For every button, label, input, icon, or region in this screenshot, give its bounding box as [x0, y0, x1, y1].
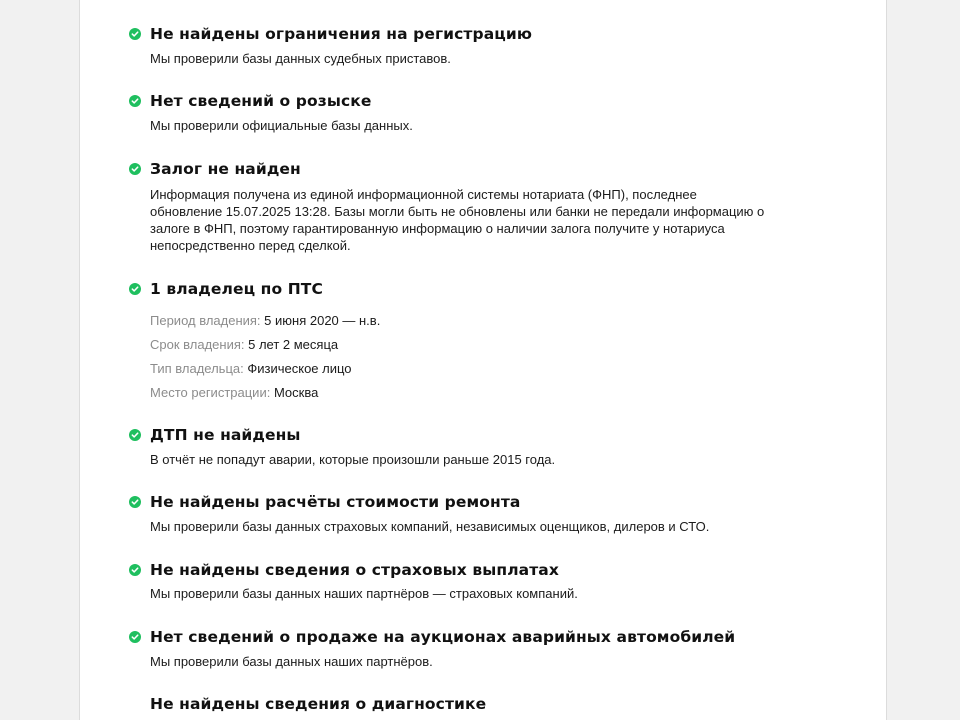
check-circle-icon	[129, 28, 141, 40]
section-title-row	[129, 558, 829, 582]
check-wanted	[129, 89, 829, 133]
check-insurance-payouts	[129, 558, 829, 601]
check-circle-icon	[129, 496, 141, 508]
section-title-row	[129, 423, 829, 447]
section-title: Не найдены сведения о страховых выплатах	[150, 561, 559, 579]
check-pledge	[129, 157, 829, 253]
detail-value: Москва	[273, 385, 319, 400]
check-owners	[129, 277, 829, 400]
section-title: Нет сведений о продаже на аукционах аварийных автомобилей	[150, 628, 736, 646]
section-description: Мы проверили базы данных судебных приставов.	[150, 51, 451, 66]
detail-value: 5 июня 2020 — н.в.	[264, 313, 381, 328]
detail-label: Срок владения:	[150, 337, 245, 352]
section-title: 1 владелец по ПТС	[150, 280, 323, 298]
owner-detail-duration	[150, 336, 338, 353]
check-salvage-auctions	[129, 625, 829, 669]
section-description: Мы проверили официальные базы данных.	[150, 118, 413, 133]
detail-label: Тип владельца:	[150, 361, 244, 376]
section-title-row	[129, 625, 829, 649]
section-title-row	[129, 277, 829, 301]
owner-detail-registration-place	[150, 384, 318, 401]
section-title: ДТП не найдены	[150, 426, 301, 444]
section-description: Мы проверили базы данных страховых компаний, независимых оценщиков, дилеров и СТО.	[150, 519, 710, 534]
section-title-row	[129, 157, 829, 181]
check-registration-restrictions	[129, 22, 829, 66]
report-card	[79, 0, 887, 720]
section-title: Не найдены сведения о диагностике	[150, 695, 487, 713]
check-circle-icon	[129, 95, 141, 107]
description-line: непосредственно перед сделкой.	[150, 238, 351, 253]
detail-value: Физическое лицо	[247, 361, 352, 376]
section-title: Не найдены расчёты стоимости ремонта	[150, 493, 521, 511]
check-diagnostics	[129, 692, 829, 716]
section-title: Залог не найден	[150, 160, 301, 178]
section-title-row	[129, 692, 829, 716]
section-title: Нет сведений о розыске	[150, 92, 372, 110]
description-line: залоге в ФНП, поэтому гарантированную информацию о наличии залога получите у нотариуса	[150, 221, 725, 236]
detail-label: Место регистрации:	[150, 385, 271, 400]
section-description: Мы проверили базы данных наших партнёров.	[150, 654, 433, 669]
owner-detail-period	[150, 312, 380, 329]
section-description: Мы проверили базы данных наших партнёров — страховых компаний.	[150, 586, 578, 601]
check-repair-estimates	[129, 490, 829, 534]
section-description: В отчёт не попадут аварии, которые произошли раньше 2015 года.	[150, 452, 556, 467]
section-title-row	[129, 22, 829, 46]
description-line: обновление 15.07.2025 13:28. Базы могли быть не обновлены или банки не передали информацию о	[150, 204, 765, 219]
check-circle-icon	[129, 564, 141, 576]
check-circle-icon	[129, 283, 141, 295]
check-circle-icon	[129, 163, 141, 175]
check-circle-icon	[129, 429, 141, 441]
owner-detail-type	[150, 360, 352, 377]
section-title-row	[129, 490, 829, 514]
section-description	[150, 186, 830, 254]
section-title: Не найдены ограничения на регистрацию	[150, 25, 532, 43]
detail-value: 5 лет 2 месяца	[248, 337, 339, 352]
detail-label: Период владения:	[150, 313, 261, 328]
check-circle-icon	[129, 631, 141, 643]
check-accidents	[129, 423, 829, 467]
description-line: Информация получена из единой информационной системы нотариата (ФНП), последнее	[150, 187, 697, 202]
section-title-row	[129, 89, 829, 113]
